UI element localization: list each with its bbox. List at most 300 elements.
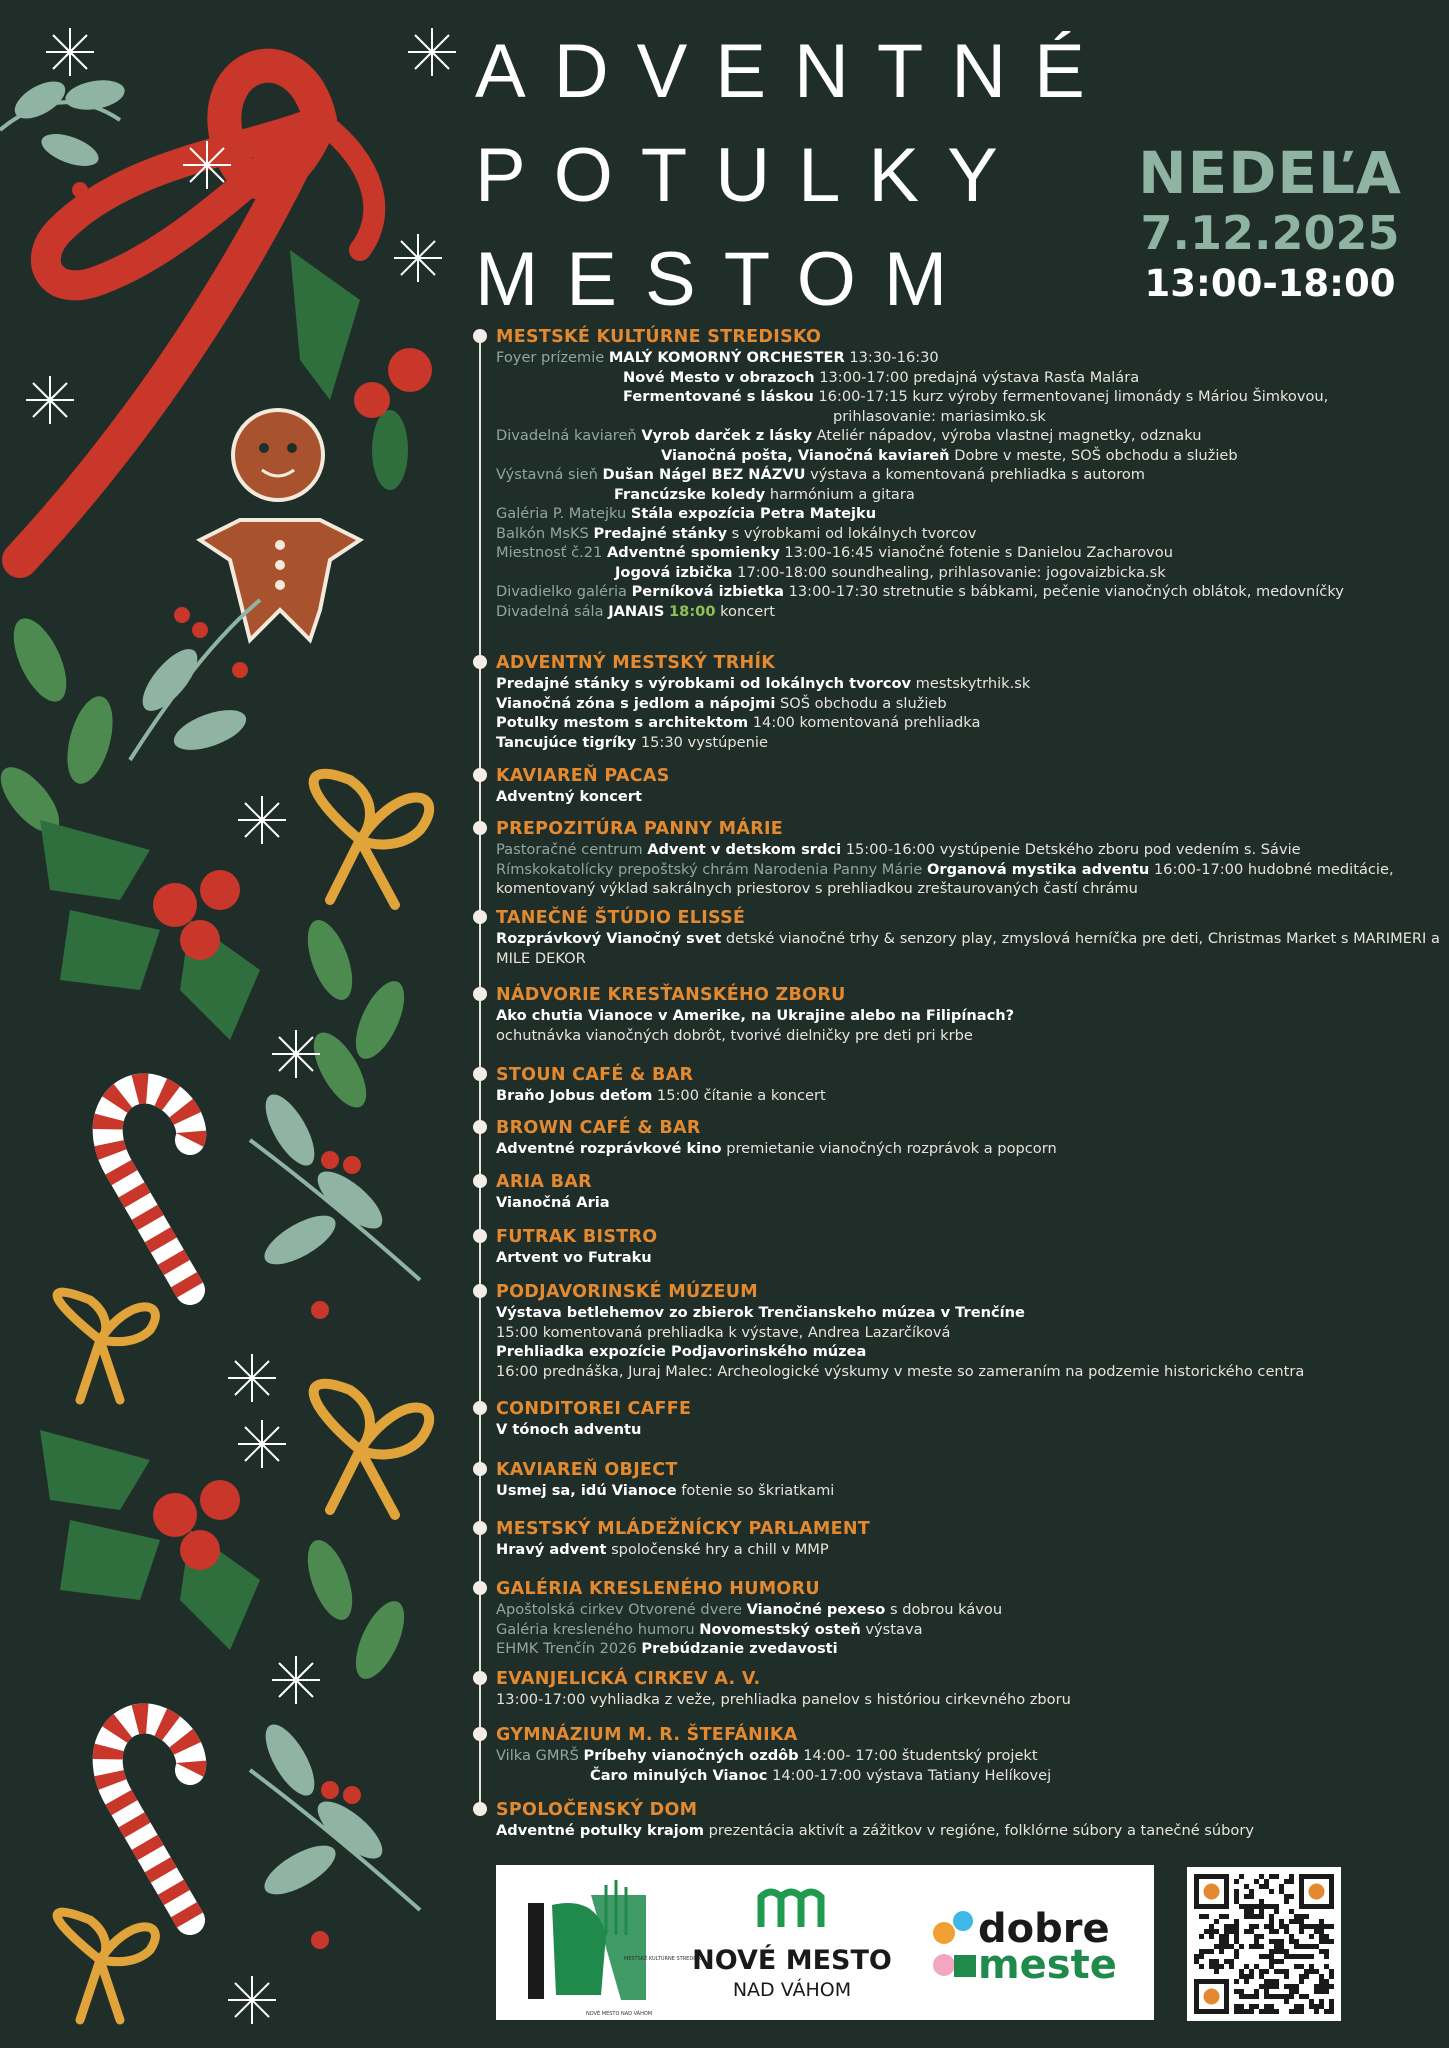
event-line: 16:00 prednáška, Juraj Malec: Archeologické výskumy v meste so zameraním na podzemie historického centra bbox=[496, 1362, 1305, 1380]
venue-mestsky-mladeznicky-parlament bbox=[471, 1518, 1441, 1560]
qr-module bbox=[1294, 1954, 1299, 1959]
gold-bow-icon bbox=[314, 774, 429, 905]
qr-module bbox=[1329, 2009, 1334, 2014]
qr-module bbox=[1224, 1944, 1229, 1949]
qr-module bbox=[1264, 1979, 1269, 1984]
qr-module bbox=[1234, 1899, 1239, 1904]
holly-leaf-icon bbox=[40, 1430, 260, 1650]
venue-conditorei-caffe bbox=[471, 1398, 1441, 1440]
berry-branch-icon bbox=[250, 1087, 420, 1319]
qr-module bbox=[1234, 1889, 1239, 1894]
event-line: Čaro minulých Vianoc 14:00-17:00 výstava Tatiany Helíkovej bbox=[590, 1766, 1052, 1784]
qr-module bbox=[1269, 1954, 1274, 1959]
nove-mesto-logo-text: NOVÉ MESTO bbox=[692, 1945, 892, 1976]
qr-module bbox=[1274, 1944, 1279, 1949]
qr-module bbox=[1269, 1979, 1274, 1984]
qr-module bbox=[1309, 1924, 1314, 1929]
qr-module bbox=[1234, 2009, 1239, 2014]
event-day: NEDEĽA bbox=[1138, 139, 1402, 207]
venue-mestske-kulturne-stredisko bbox=[471, 326, 1441, 621]
qr-module bbox=[1269, 1949, 1274, 1954]
qr-module bbox=[1234, 2004, 1239, 2009]
qr-module bbox=[1289, 2009, 1294, 2014]
qr-module bbox=[1269, 1889, 1274, 1894]
qr-module bbox=[1274, 1909, 1279, 1914]
qr-module bbox=[1269, 1984, 1274, 1989]
qr-module bbox=[1319, 1939, 1324, 1944]
event-line: Divadielko galéria Perníková izbietka 13:00-17:30 stretnutie s bábkami, pečenie vianočných oblátok, medovníčky bbox=[496, 583, 1344, 600]
qr-module bbox=[1269, 1874, 1274, 1879]
qr-module bbox=[1224, 1939, 1229, 1944]
qr-module bbox=[1209, 1934, 1214, 1939]
event-line: Francúzske koledy harmónium a gitara bbox=[614, 485, 915, 503]
qr-module bbox=[1299, 1919, 1304, 1924]
event-line: 15:00 komentovaná prehliadka k výstave, Andrea Lazarčíková bbox=[496, 1323, 951, 1341]
qr-module bbox=[1284, 1994, 1289, 1999]
qr-module bbox=[1209, 1949, 1214, 1954]
qr-module bbox=[1224, 1959, 1229, 1964]
qr-module bbox=[1294, 1944, 1299, 1949]
event-line: Vilka GMRŠ Príbehy vianočných ozdôb 14:00- 17:00 študentský projekt bbox=[496, 1747, 1038, 1764]
qr-module bbox=[1259, 1904, 1264, 1909]
qr-module bbox=[1229, 1924, 1234, 1929]
qr-module bbox=[1299, 1964, 1304, 1969]
timeline-dot bbox=[473, 1671, 487, 1685]
qr-module bbox=[1264, 1884, 1269, 1889]
qr-module bbox=[1289, 1989, 1294, 1994]
berry-branch-icon bbox=[130, 600, 260, 760]
venue-name: ADVENTNÝ MESTSKÝ TRHÍK bbox=[496, 653, 776, 673]
qr-module bbox=[1299, 2009, 1304, 2014]
qr-module bbox=[1279, 1949, 1284, 1954]
qr-module bbox=[1329, 1969, 1334, 1974]
qr-module bbox=[1254, 1934, 1259, 1939]
qr-module bbox=[1219, 1949, 1224, 1954]
venue-name: CONDITOREI CAFFE bbox=[496, 1399, 692, 1419]
qr-module bbox=[1209, 1929, 1214, 1934]
qr-module bbox=[1314, 1984, 1319, 1989]
qr-module bbox=[1324, 1934, 1329, 1939]
event-line: Predajné stánky s výrobkami od lokálnych tvorcov mestskytrhik.sk bbox=[496, 675, 1031, 692]
qr-module bbox=[1264, 1994, 1269, 1999]
qr-module bbox=[1289, 1909, 1294, 1914]
qr-module bbox=[1289, 1874, 1294, 1879]
event-line: 13:00-17:00 vyhliadka z veže, prehliadka panelov s históriou cirkevného zboru bbox=[496, 1691, 1071, 1708]
venue-name: ARIA BAR bbox=[496, 1172, 592, 1192]
qr-module bbox=[1254, 1924, 1259, 1929]
qr-module bbox=[1294, 1989, 1299, 1994]
qr-module bbox=[1219, 1964, 1224, 1969]
qr-module bbox=[1319, 1989, 1324, 1994]
qr-module bbox=[1264, 1969, 1269, 1974]
venue-name: KAVIAREŇ PACAS bbox=[496, 766, 670, 786]
qr-module bbox=[1214, 1964, 1219, 1969]
qr-module bbox=[1254, 2004, 1259, 2009]
qr-module bbox=[1274, 1929, 1279, 1934]
qr-module bbox=[1214, 1944, 1219, 1949]
qr-module bbox=[1314, 1929, 1319, 1934]
venue-name: GYMNÁZIUM M. R. ŠTEFÁNIKA bbox=[496, 1725, 798, 1745]
gold-bow-icon bbox=[314, 1384, 429, 1515]
qr-module bbox=[1224, 1914, 1229, 1919]
qr-module bbox=[1239, 1944, 1244, 1949]
timeline-dot bbox=[473, 821, 487, 835]
qr-module bbox=[1224, 1934, 1229, 1939]
qr-module bbox=[1234, 1949, 1239, 1954]
venue-gymnazium-mr-stefanika bbox=[471, 1724, 1441, 1785]
qr-module bbox=[1259, 1934, 1264, 1939]
leaf-sprig-icon bbox=[299, 1534, 414, 1685]
qr-module bbox=[1284, 1879, 1289, 1884]
qr-module bbox=[1244, 2009, 1249, 2014]
qr-module bbox=[1319, 1984, 1324, 1989]
qr-module bbox=[1249, 2004, 1254, 2009]
venue-name: NÁDVORIE KRESŤANSKÉHO ZBORU bbox=[496, 985, 846, 1005]
qr-module bbox=[1289, 1939, 1294, 1944]
qr-module bbox=[1244, 1994, 1249, 1999]
qr-module bbox=[1204, 1929, 1209, 1934]
venue-prepozitura-panny-marie bbox=[471, 818, 1441, 899]
qr-module bbox=[1269, 1929, 1274, 1934]
msks-logo-text: MESTSKÉ KULTÚRNE STREDISKO bbox=[624, 1956, 705, 1962]
event-line: Miestnosť č.21 Adventné spomienky 13:00-16:45 vianočné fotenie s Danielou Zacharovou bbox=[496, 544, 1173, 561]
sponsor-logos-strip bbox=[496, 1865, 1154, 2020]
qr-module bbox=[1259, 1974, 1264, 1979]
qr-module bbox=[1304, 1954, 1309, 1959]
qr-module bbox=[1244, 1909, 1249, 1914]
qr-module bbox=[1264, 1989, 1269, 1994]
qr-module bbox=[1239, 1969, 1244, 1974]
qr-module bbox=[1254, 1904, 1259, 1909]
qr-module bbox=[1319, 1919, 1324, 1924]
qr-module bbox=[1299, 1994, 1304, 1999]
event-line: Ako chutia Vianoce v Amerike, na Ukrajine alebo na Filipínach? bbox=[496, 1007, 1015, 1024]
qr-module bbox=[1264, 2009, 1269, 2014]
event-line: Foyer prízemie MALÝ KOMORNÝ ORCHESTER 13:30-16:30 bbox=[496, 349, 939, 366]
qr-module bbox=[1194, 1959, 1199, 1964]
qr-module bbox=[1214, 1959, 1219, 1964]
event-line: Rímskokatolícky prepoštský chrám Narodenia Panny Márie Organová mystika adventu 16:00-17:00 hudobné meditácie, komentovaný výklad sakrálnych priestorov s prehliadkou zreštaurovaných častí chrámu bbox=[496, 860, 1394, 897]
qr-module bbox=[1259, 1909, 1264, 1914]
gingerbread-man-icon bbox=[200, 410, 360, 640]
qr-module bbox=[1299, 1974, 1304, 1979]
qr-module bbox=[1249, 1944, 1254, 1949]
qr-module bbox=[1264, 1954, 1269, 1959]
candy-cane-icon bbox=[108, 1718, 192, 1920]
qr-module bbox=[1329, 2004, 1334, 2009]
qr-module bbox=[1234, 1939, 1239, 1944]
timeline-dot bbox=[473, 329, 487, 343]
qr-module bbox=[1314, 2009, 1319, 2014]
qr-module bbox=[1199, 1914, 1204, 1919]
venue-name: MESTSKÉ KULTÚRNE STREDISKO bbox=[496, 327, 822, 347]
qr-module bbox=[1269, 1964, 1274, 1969]
qr-module bbox=[1279, 1884, 1284, 1889]
qr-module bbox=[1264, 1879, 1269, 1884]
qr-module bbox=[1279, 1969, 1284, 1974]
timeline-dot bbox=[473, 1174, 487, 1188]
qr-module bbox=[1229, 1944, 1234, 1949]
qr-module bbox=[1274, 1874, 1279, 1879]
venue-name: STOUN CAFÉ & BAR bbox=[496, 1065, 694, 1085]
venue-name: EVANJELICKÁ CIRKEV A. V. bbox=[496, 1669, 761, 1689]
qr-module bbox=[1324, 1964, 1329, 1969]
qr-module bbox=[1279, 1994, 1284, 1999]
qr-module bbox=[1274, 1904, 1279, 1909]
qr-module bbox=[1234, 1989, 1239, 1994]
qr-module bbox=[1279, 1889, 1284, 1894]
event-line: Pastoračné centrum Advent v detskom srdci 15:00-16:00 vystúpenie Detského zboru pod vedením s. Sávie bbox=[496, 841, 1301, 858]
qr-module bbox=[1319, 1979, 1324, 1984]
qr-module bbox=[1319, 1934, 1324, 1939]
qr-module bbox=[1284, 1969, 1289, 1974]
qr-module bbox=[1214, 1929, 1219, 1934]
event-line: ochutnávka vianočných dobrôt, tvorivé dielničky pre deti pri krbe bbox=[496, 1026, 973, 1044]
qr-module bbox=[1204, 1949, 1209, 1954]
qr-module bbox=[1299, 2004, 1304, 2009]
qr-module bbox=[1304, 1914, 1309, 1919]
event-line: Divadelná sála JANAIS 18:00 koncert bbox=[496, 602, 775, 620]
qr-module bbox=[1269, 1994, 1274, 1999]
qr-module bbox=[1244, 1929, 1249, 1934]
venue-name: SPOLOČENSKÝ DOM bbox=[496, 1800, 698, 1820]
qr-module bbox=[1254, 1964, 1259, 1969]
qr-module bbox=[1319, 1999, 1324, 2004]
qr-module bbox=[1219, 1934, 1224, 1939]
nove-mesto-logo-subtext: NAD VÁHOM bbox=[732, 1979, 852, 2001]
qr-module bbox=[1244, 1964, 1249, 1969]
gold-bow-icon bbox=[57, 1912, 155, 2020]
qr-module bbox=[1274, 1959, 1279, 1964]
qr-module bbox=[1229, 1959, 1234, 1964]
event-line: Vianočná pošta, Vianočná kaviareň Dobre v meste, SOŠ obchodu a služieb bbox=[661, 446, 1238, 464]
qr-module bbox=[1244, 1904, 1249, 1909]
qr-module bbox=[1299, 1979, 1304, 1984]
qr-module bbox=[1244, 1914, 1249, 1919]
qr-module bbox=[1294, 1964, 1299, 1969]
qr-module bbox=[1309, 2004, 1314, 2009]
qr-module bbox=[1324, 1949, 1329, 1954]
venue-podjavorinske-muzeum bbox=[471, 1281, 1441, 1381]
event-line: Divadelná kaviareň Vyrob darček z lásky Ateliér nápadov, výroba vlastnej magnetky, odznaku bbox=[496, 427, 1202, 444]
berry-branch-icon bbox=[250, 1717, 420, 1949]
qr-module bbox=[1324, 1924, 1329, 1929]
qr-module bbox=[1214, 1969, 1219, 1974]
qr-module bbox=[1294, 2009, 1299, 2014]
dobre-v-meste-logo-text: dobre bbox=[978, 1906, 1110, 1952]
qr-module bbox=[1259, 1874, 1264, 1879]
qr-module bbox=[1239, 2004, 1244, 2009]
event-line: Artvent vo Futraku bbox=[496, 1249, 652, 1266]
qr-finder-dot bbox=[1204, 1989, 1220, 2005]
event-date-block bbox=[1110, 140, 1430, 308]
nove-mesto-logo-icon bbox=[692, 1892, 892, 2001]
qr-module bbox=[1284, 1899, 1289, 1904]
qr-module bbox=[1199, 1954, 1204, 1959]
qr-module bbox=[1194, 1954, 1199, 1959]
qr-module bbox=[1269, 1904, 1274, 1909]
venue-name: KAVIAREŇ OBJECT bbox=[496, 1460, 678, 1480]
event-line: V tónoch adventu bbox=[496, 1421, 642, 1438]
title-line-1: ADVENTNÉ bbox=[475, 29, 1113, 114]
qr-module bbox=[1199, 1964, 1204, 1969]
qr-module bbox=[1269, 1924, 1274, 1929]
qr-module bbox=[1284, 1984, 1289, 1989]
timeline-dot bbox=[473, 1727, 487, 1741]
event-line: Adventné rozprávkové kino premietanie vianočných rozprávok a popcorn bbox=[496, 1140, 1057, 1157]
qr-module bbox=[1294, 1984, 1299, 1989]
venue-name: MESTSKÝ MLÁDEŽNÍCKY PARLAMENT bbox=[496, 1519, 871, 1539]
qr-module bbox=[1244, 1979, 1249, 1984]
timeline-dot bbox=[473, 768, 487, 782]
qr-module bbox=[1199, 1949, 1204, 1954]
qr-module bbox=[1239, 1994, 1244, 1999]
qr-module bbox=[1324, 2009, 1329, 2014]
qr-module bbox=[1289, 1919, 1294, 1924]
qr-module bbox=[1324, 1939, 1329, 1944]
timeline-dot bbox=[473, 1229, 487, 1243]
qr-module bbox=[1304, 1974, 1309, 1979]
event-date: 7.12.2025 bbox=[1140, 206, 1400, 260]
timeline-dot bbox=[473, 910, 487, 924]
event-line: Usmej sa, idú Vianoce fotenie so škriatkami bbox=[496, 1482, 835, 1499]
timeline-dot bbox=[473, 1462, 487, 1476]
event-line: EHMK Trenčín 2026 Prebúdzanie zvedavosti bbox=[496, 1640, 838, 1657]
qr-module bbox=[1319, 1929, 1324, 1934]
event-line: Výstava betlehemov zo zbierok Trenčianskeho múzea v Trenčíne bbox=[496, 1304, 1025, 1321]
qr-module bbox=[1284, 1999, 1289, 2004]
qr-module bbox=[1289, 1934, 1294, 1939]
dobre-v-meste-logo-subtext: meste bbox=[978, 1942, 1117, 1988]
qr-module bbox=[1284, 1894, 1289, 1899]
qr-module bbox=[1279, 1944, 1284, 1949]
venue-name: PODJAVORINSKÉ MÚZEUM bbox=[496, 1282, 758, 1302]
qr-module bbox=[1304, 1994, 1309, 1999]
christmas-decoration-panel bbox=[0, 0, 470, 2048]
venue-name: TANEČNÉ ŠTÚDIO ELISSÉ bbox=[496, 908, 746, 928]
qr-module bbox=[1204, 1914, 1209, 1919]
qr-module bbox=[1324, 1954, 1329, 1959]
timeline-dot bbox=[473, 1521, 487, 1535]
qr-module bbox=[1299, 1914, 1304, 1919]
qr-module bbox=[1234, 1919, 1239, 1924]
candy-cane-icon bbox=[108, 1088, 192, 1290]
qr-module bbox=[1319, 1949, 1324, 1954]
qr-module bbox=[1239, 1974, 1244, 1979]
qr-module bbox=[1299, 1929, 1304, 1934]
qr-module bbox=[1304, 1924, 1309, 1929]
qr-module bbox=[1309, 1954, 1314, 1959]
event-line: prihlasovanie: mariasimko.sk bbox=[833, 407, 1046, 425]
qr-module bbox=[1259, 1984, 1264, 1989]
qr-module bbox=[1239, 1989, 1244, 1994]
timeline-dot bbox=[473, 655, 487, 669]
qr-module bbox=[1284, 1974, 1289, 1979]
qr-module bbox=[1234, 1979, 1239, 1984]
venue-galeria-kresleneho-humoru bbox=[471, 1578, 1441, 1659]
qr-module bbox=[1329, 1939, 1334, 1944]
qr-module bbox=[1269, 1914, 1274, 1919]
qr-module bbox=[1239, 1904, 1244, 1909]
qr-module bbox=[1309, 1944, 1314, 1949]
qr-module bbox=[1219, 1914, 1224, 1919]
event-line: Braňo Jobus deťom 15:00 čítanie a koncert bbox=[496, 1087, 826, 1104]
event-line: Vianočná Aria bbox=[496, 1194, 610, 1211]
qr-module bbox=[1314, 1989, 1319, 1994]
qr-module bbox=[1294, 1919, 1299, 1924]
event-line: Výstavná sieň Dušan Nágel BEZ NÁZVU výstava a komentovaná prehliadka s autorom bbox=[496, 466, 1146, 483]
qr-module bbox=[1279, 1939, 1284, 1944]
qr-finder-dot bbox=[1204, 1884, 1220, 1900]
qr-module bbox=[1314, 1944, 1319, 1949]
venue-aria-bar bbox=[471, 1171, 1441, 1213]
title-line-3: MESTOM bbox=[475, 237, 976, 322]
qr-module bbox=[1309, 1934, 1314, 1939]
qr-module bbox=[1209, 1924, 1214, 1929]
qr-module bbox=[1219, 1939, 1224, 1944]
qr-module bbox=[1299, 1944, 1304, 1949]
qr-module bbox=[1314, 2004, 1319, 2009]
event-line: Adventné potulky krajom prezentácia aktivít a zážitkov v regióne, folklórne súbory a tanečné súbory bbox=[496, 1822, 1254, 1839]
qr-module bbox=[1309, 1999, 1314, 2004]
venue-name: FUTRAK BISTRO bbox=[496, 1227, 658, 1247]
qr-module bbox=[1249, 1974, 1254, 1979]
msks-logo-subtext: NOVÉ MESTO NAD VÁHOM bbox=[586, 2011, 653, 2017]
qr-module bbox=[1269, 1959, 1274, 1964]
event-line: Adventný koncert bbox=[496, 788, 642, 805]
qr-module bbox=[1249, 2009, 1254, 2014]
qr-module bbox=[1264, 2004, 1269, 2009]
qr-module bbox=[1289, 1879, 1294, 1884]
timeline-dot bbox=[473, 1284, 487, 1298]
qr-module bbox=[1274, 1969, 1279, 1974]
qr-module bbox=[1249, 1904, 1254, 1909]
qr-module bbox=[1279, 1919, 1284, 1924]
qr-module bbox=[1254, 1879, 1259, 1884]
qr-module bbox=[1229, 1964, 1234, 1969]
qr-module bbox=[1284, 1949, 1289, 1954]
event-line: Tancujúce tigríky 15:30 vystúpenie bbox=[496, 733, 768, 751]
qr-module bbox=[1259, 1969, 1264, 1974]
qr-module bbox=[1259, 1884, 1264, 1889]
sponsor-logos-graphic bbox=[496, 1865, 1154, 2020]
gold-bow-icon bbox=[57, 1292, 155, 1400]
qr-module bbox=[1249, 1969, 1254, 1974]
qr-module bbox=[1319, 2004, 1324, 2009]
qr-module bbox=[1209, 1959, 1214, 1964]
venue-spolocensky-dom bbox=[471, 1799, 1441, 1841]
qr-module bbox=[1299, 1954, 1304, 1959]
qr-module bbox=[1249, 1929, 1254, 1934]
qr-module bbox=[1254, 1994, 1259, 1999]
leaf-sprig-icon bbox=[299, 914, 414, 1115]
qr-module bbox=[1329, 1974, 1334, 1979]
qr-module bbox=[1229, 1929, 1234, 1934]
qr-code[interactable] bbox=[1187, 1867, 1341, 2021]
qr-module bbox=[1214, 1919, 1219, 1924]
qr-module bbox=[1269, 1939, 1274, 1944]
qr-module bbox=[1274, 1979, 1279, 1984]
qr-module bbox=[1199, 1934, 1204, 1939]
qr-module bbox=[1264, 1984, 1269, 1989]
qr-module bbox=[1274, 1939, 1279, 1944]
qr-module bbox=[1284, 1929, 1289, 1934]
qr-module bbox=[1249, 1914, 1254, 1919]
qr-module bbox=[1329, 1999, 1334, 2004]
qr-module bbox=[1324, 1984, 1329, 1989]
qr-module bbox=[1234, 1924, 1239, 1929]
qr-module bbox=[1249, 1994, 1254, 1999]
